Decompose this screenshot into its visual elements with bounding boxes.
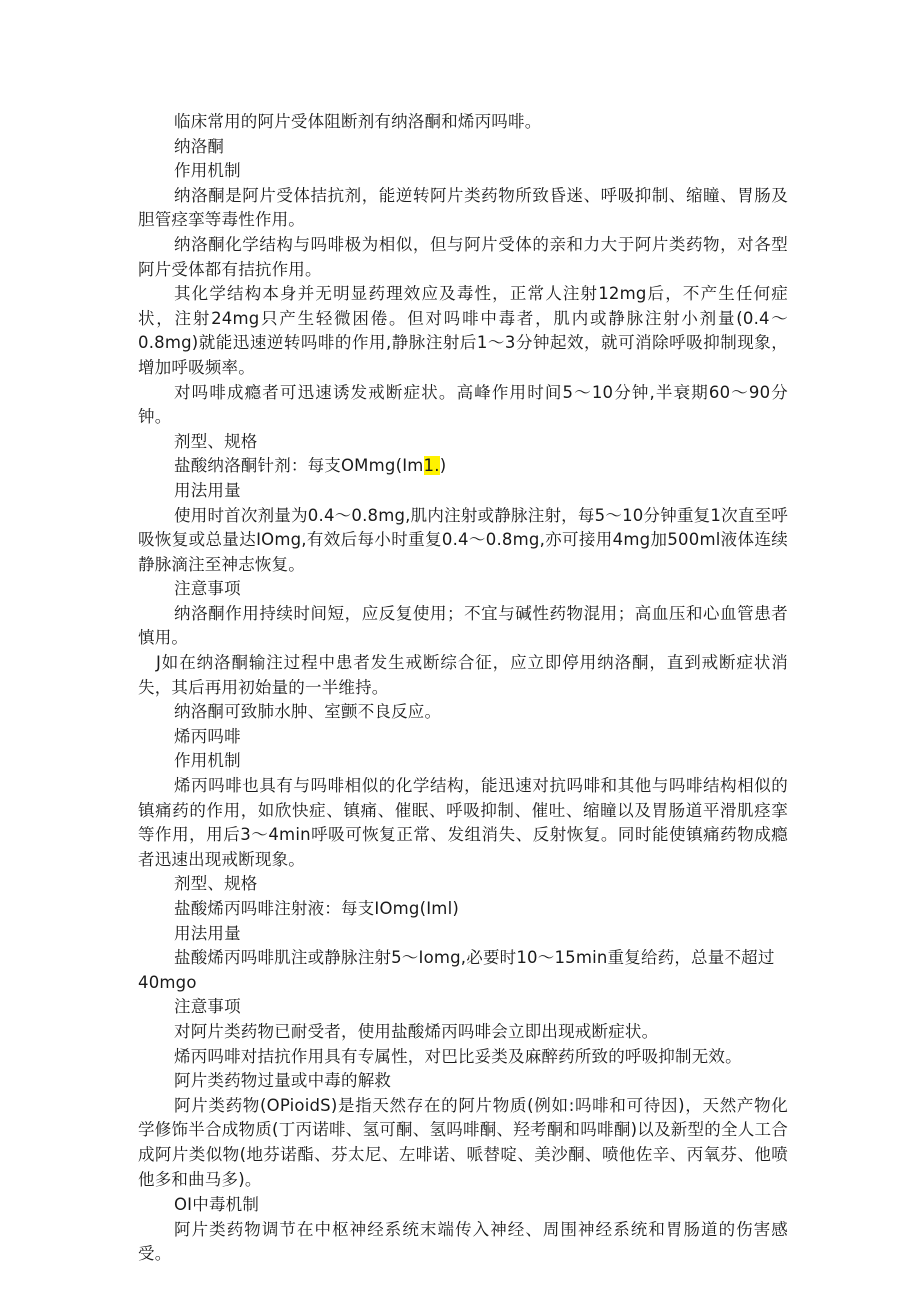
naloxone-form-text-end: ) xyxy=(439,456,447,476)
naloxone-usage-text: 使用时首次剂量为0.4～0.8mg,肌内注射或静脉注射，每5～10分钟重复1次直至呼吸恢复或总量达IOmg,有效后每小时重复0.4～0.8mg,亦可接用4mg加500ml液体连续静脉滴注至神志恢复。 xyxy=(138,505,788,574)
naloxone-mechanism-paragraph-1: 纳洛酮是阿片受体拮抗剂，能逆转阿片类药物所致昏迷、呼吸抑制、缩瞳、胃肠及胆管痉挛等毒性作用。 xyxy=(138,185,788,230)
nalorphine-usage-heading: 用法用量 xyxy=(174,923,241,943)
nalorphine-caution-paragraph-2: 烯丙吗啡对拮抗作用具有专属性，对巴比妥类及麻醉药所致的呼吸抑制无效。 xyxy=(174,1046,742,1066)
naloxone-form-heading: 剂型、规格 xyxy=(174,431,258,451)
opioid-paragraph-1: 阿片类药物(OPioidS)是指天然存在的阿片物质(例如:吗啡和可待因)，天然产物化学修饰半合成物质(丁丙诺啡、氢可酮、氢吗啡酮、羟考酮和吗啡酮)以及新型的全人工合成阿片类似物(地芬诺酯、芬太尼、左啡诺、哌替啶、美沙酮、喷他佐辛、丙氧芬、他喷他多和曲马多)。 xyxy=(138,1095,788,1189)
naloxone-form-text xyxy=(138,454,788,479)
section-title-nalorphine: 烯丙吗啡 xyxy=(174,726,241,746)
nalorphine-caution-heading: 注意事项 xyxy=(174,997,241,1017)
section-title-naloxone: 纳洛酮 xyxy=(174,136,225,156)
naloxone-mechanism-paragraph-4: 对吗啡成瘾者可迅速诱发戒断症状。高峰作用时间5～10分钟,半衰期60～90分钟。 xyxy=(138,382,788,427)
document-body xyxy=(138,110,788,1267)
nalorphine-mechanism-paragraph: 烯丙吗啡也具有与吗啡相似的化学结构，能迅速对抗吗啡和其他与吗啡结构相似的镇痛药的作用，如欣快症、镇痛、催眠、呼吸抑制、催吐、缩瞳以及胃肠道平滑肌痉挛等作用，用后3～4min呼吸可恢复正常、发组消失、反射恢复。同时能使镇痛药物成瘾者迅速出现戒断现象。 xyxy=(138,776,788,869)
naloxone-form-text-main: 盐酸纳洛酮针剂：每支OMmg(Im xyxy=(174,456,424,476)
naloxone-caution-paragraph-2: J如在纳洛酮输注过程中患者发生戒断综合征，应立即停用纳洛酮，直到戒断症状消失，其后再用初始量的一半维持。 xyxy=(138,653,788,697)
opioid-subheading: OI中毒机制 xyxy=(174,1195,260,1215)
nalorphine-form-text: 盐酸烯丙吗啡注射液：每支IOmg(Iml) xyxy=(174,899,459,918)
naloxone-mechanism-paragraph-2: 纳洛酮化学结构与吗啡极为相似，但与阿片受体的亲和力大于阿片类药物，对各型阿片受体都有拮抗作用。 xyxy=(138,234,788,279)
nalorphine-usage-text-line-2: 40mgo xyxy=(138,972,197,992)
nalorphine-caution-paragraph-1: 对阿片类药物已耐受者，使用盐酸烯丙吗啡会立即出现戒断症状。 xyxy=(174,1021,659,1041)
naloxone-usage-heading: 用法用量 xyxy=(174,480,241,500)
naloxone-caution-heading: 注意事项 xyxy=(174,579,241,599)
nalorphine-mechanism-heading: 作用机制 xyxy=(174,751,241,771)
nalorphine-usage-text-line-1: 盐酸烯丙吗啡肌注或静脉注射5～Iomg,必要时10～15min重复给药，总量不超过 xyxy=(174,948,775,968)
section-title-opioid-rescue: 阿片类药物过量或中毒的解救 xyxy=(174,1071,392,1091)
highlighted-text: 1. xyxy=(423,456,440,476)
nalorphine-form-heading: 剂型、规格 xyxy=(174,874,258,894)
intro-text: 临床常用的阿片受体阻断剂有纳洛酮和烯丙吗啡。 xyxy=(174,112,542,131)
naloxone-caution-paragraph-3: 纳洛酮可致肺水肿、室颤不良反应。 xyxy=(174,702,442,722)
opioid-paragraph-2: 阿片类药物调节在中枢神经系统末端传入神经、周围神经系统和胃肠道的伤害感受。 xyxy=(138,1219,788,1264)
naloxone-mechanism-paragraph-3: 其化学结构本身并无明显药理效应及毒性，正常人注射12mg后，不产生任何症状，注射24mg只产生轻微困倦。但对吗啡中毒者，肌内或静脉注射小剂量(0.4～0.8mg)就能迅速逆转吗啡的作用,静脉注射后1～3分钟起效，就可消除呼吸抑制现象，增加呼吸频率。 xyxy=(138,284,788,377)
naloxone-caution-paragraph-1: 纳洛酮作用持续时间短，应反复使用；不宜与碱性药物混用；高血压和心血管患者慎用。 xyxy=(138,603,788,648)
naloxone-mechanism-heading: 作用机制 xyxy=(174,161,241,181)
